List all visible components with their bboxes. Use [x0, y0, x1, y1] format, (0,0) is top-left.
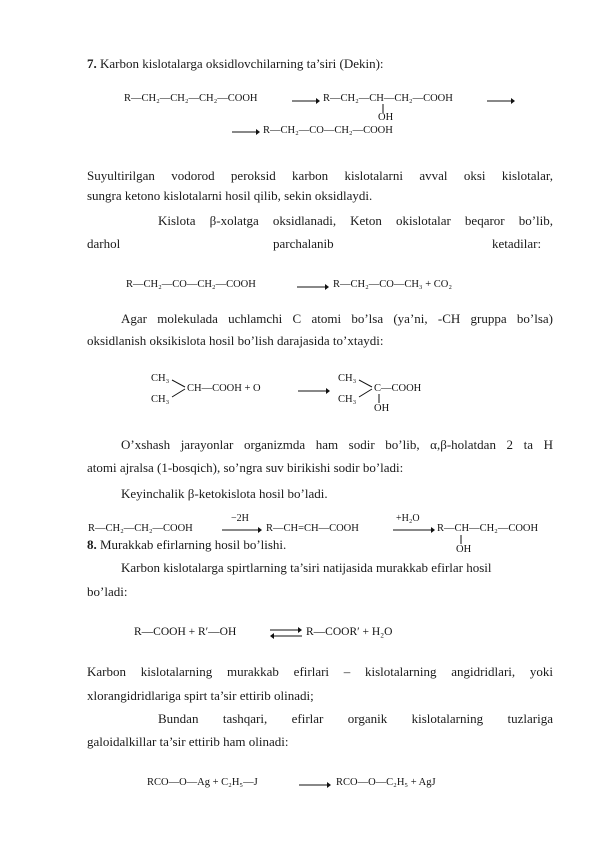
- reaction-1-arrow-1: [292, 98, 320, 104]
- paragraph-8-line-1: Bundan tashqari, efirlar organik kislotalarning tuzlariga: [158, 711, 553, 726]
- reaction-1-oh: OH: [378, 112, 394, 123]
- reaction-3-reactant-group: CH—COOH + O: [187, 383, 261, 394]
- reaction-1-reactant: R—CH₂—CH₂—CH₂—COOH: [124, 93, 258, 104]
- reaction-3-oh: OH: [374, 403, 390, 414]
- paragraph-1-line-2: sungra ketono kislotalarni hosil qilib, sekin oksidlaydi.: [87, 188, 373, 203]
- paragraph-6-line-1: Karbon kislotalarga spirtlarning ta’siri natijasida murakkab efirlar hosil: [121, 560, 492, 575]
- reaction-6-products: RCO—O—C₂H₅ + AgJ: [336, 777, 436, 788]
- reaction-3-ch3-bottom: CH₃: [151, 394, 170, 405]
- reaction-3-right-bonds: [359, 378, 373, 400]
- paragraph-2-line-2c: ketadilar:: [492, 236, 542, 251]
- reaction-3-ch3-top: CH₃: [151, 373, 170, 384]
- reaction-5-reactants: R—COOH + R′—OH: [134, 626, 237, 638]
- paragraph-8-line-2: galoidalkillar ta’sir ettirib ham olinadi:: [87, 734, 289, 749]
- reaction-3-product-group: C—COOH: [374, 383, 422, 394]
- paragraph-3-line-1: Agar molekulada uchlamchi C atomi bo’lsa (ya’ni, -CH gruppa bo’lsa): [121, 311, 553, 326]
- reaction-3-product-ch3-top: CH₃: [338, 373, 357, 384]
- section-8-title: Murakkab efirlarning hosil bo’lishi.: [100, 537, 287, 552]
- paragraph-3-line-2: oksidlanish oksikislota hosil bo’lish darajasida to’xtaydi:: [87, 333, 384, 348]
- paragraph-2-line-2b: parchalanib: [273, 236, 334, 251]
- reaction-4-arrow-1-label: −2H: [231, 513, 249, 524]
- reaction-2-products: R—CH₂—CO—CH₃ + CO₂: [333, 279, 453, 290]
- reaction-4-reactant: R—CH₂—CH₂—COOH: [88, 523, 193, 534]
- section-7-number: 7.: [87, 56, 97, 71]
- paragraph-7-line-2: xlorangidridlariga spirt ta’sir ettirib olinadi;: [87, 688, 314, 703]
- paragraph-5-line-1: Keyinchalik β-ketokislota hosil bo’ladi.: [121, 486, 328, 501]
- reaction-1-arrow-3: [232, 129, 260, 135]
- section-8-number: 8.: [87, 537, 97, 552]
- reaction-6-arrow: [299, 782, 331, 788]
- reaction-4-oh: OH: [456, 544, 472, 555]
- reaction-4-arrow-1: [222, 527, 262, 533]
- reaction-1-intermediate: R—CH₂—CH—CH₂—COOH: [323, 93, 453, 104]
- reaction-4-arrow-2: [393, 527, 435, 533]
- reaction-3-arrow: [298, 388, 330, 394]
- reaction-4-product: R—CH—CH₂—COOH: [437, 523, 539, 534]
- reaction-2-reactant: R—CH₂—CO—CH₂—COOH: [126, 279, 256, 290]
- section-7-title: Karbon kislotalarga oksidlovchilarning ta’siri (Dekin):: [100, 56, 384, 71]
- reaction-1-arrow-2: [487, 98, 515, 104]
- reaction-4-intermediate: R—CH=CH—COOH: [266, 523, 359, 534]
- reaction-3-left-bonds: [172, 378, 186, 400]
- reaction-4-arrow-2-label: +H₂O: [396, 513, 420, 524]
- paragraph-4-line-2: atomi ajralsa (1-bosqich), so’ngra suv birikishi sodir bo’ladi:: [87, 460, 404, 475]
- paragraph-4-line-1: O’xshash jarayonlar organizmda ham sodir bo’lib, α,β-holatdan 2 ta H: [121, 437, 553, 452]
- section-7-heading: [87, 56, 384, 72]
- reaction-1-product: R—CH₂—CO—CH₂—COOH: [263, 125, 393, 136]
- reaction-6-reactants: RCO—O—Ag + C₂H₅—J: [147, 777, 258, 788]
- paragraph-1-line-1: Suyultirilgan vodorod peroksid karbon kislotalarni avval oksi kislotalar,: [87, 168, 553, 183]
- reaction-5-products: R—COOR′ + H₂O: [306, 626, 393, 638]
- paragraph-2-line-1: Kislota β-xolatga oksidlanadi, Keton okislotalar beqaror bo’lib,: [158, 213, 553, 228]
- reaction-5-equilibrium-arrow: [270, 627, 302, 639]
- reaction-3-product-ch3-bottom: CH₃: [338, 394, 357, 405]
- reaction-2-arrow: [297, 284, 329, 290]
- paragraph-2-line-2a: darhol: [87, 236, 121, 251]
- section-8-heading: [87, 537, 286, 553]
- paragraph-6-line-2: bo’ladi:: [87, 584, 128, 599]
- paragraph-7-line-1: Karbon kislotalarning murakkab efirlari – kislotalarning angidridlari, yoki: [87, 664, 553, 679]
